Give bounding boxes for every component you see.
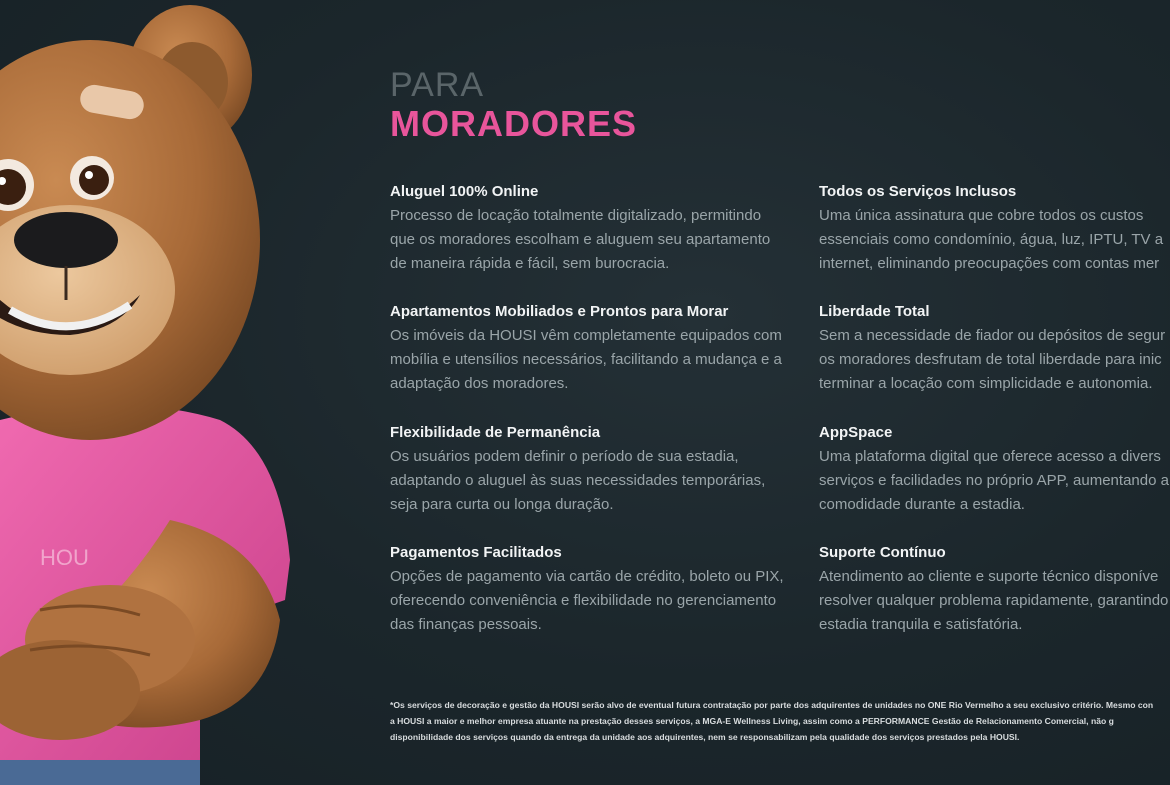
- feature-description: Atendimento ao cliente e suporte técnico disponíve resolver qualquer problema rapidamente, garantindo estadia tranquila e satisfatória.: [819, 568, 1169, 633]
- feature-description: Os usuários podem definir o período de sua estadia, adaptando o aluguel às suas necessidades temporárias, seja para curta ou longa duração.: [390, 448, 766, 513]
- feature-title: Aluguel 100% Online: [390, 183, 539, 200]
- heading-line-para: PARA: [390, 66, 485, 104]
- feature-title: Liberdade Total: [819, 303, 930, 320]
- feature-flexibilidade: [390, 423, 800, 517]
- feature-description: Uma plataforma digital que oferece acesso a divers serviços e facilidades no próprio APP, aumentando a comodidade durante a estadia.: [819, 448, 1169, 513]
- feature-title: Todos os Serviços Inclusos: [819, 183, 1017, 200]
- feature-title: Suporte Contínuo: [819, 544, 946, 561]
- heading-line-moradores: MORADORES: [390, 103, 638, 144]
- feature-title: AppSpace: [819, 424, 893, 441]
- disclaimer: [390, 697, 1170, 745]
- teddy-bear-mascot-icon: [0, 0, 300, 785]
- feature-title: Pagamentos Facilitados: [390, 544, 562, 561]
- feature-liberdade-total: [819, 302, 1170, 396]
- feature-title: Apartamentos Mobiliados e Prontos para Morar: [390, 303, 729, 320]
- feature-apartamentos-mobiliados: [390, 302, 800, 396]
- feature-description: Os imóveis da HOUSI vêm completamente equipados com mobília e utensílios necessários, facilitando a mudança e a adaptação dos moradores.: [390, 327, 782, 392]
- feature-servicos-inclusos: [819, 182, 1170, 276]
- shirt-text: HOU: [40, 545, 89, 570]
- feature-appspace: [819, 423, 1170, 517]
- feature-description: Opções de pagamento via cartão de crédito, boleto ou PIX, oferecendo conveniência e flexibilidade no gerenciamento das finanças pessoais.: [390, 568, 784, 633]
- feature-description: Uma única assinatura que cobre todos os custos essenciais como condomínio, água, luz, IPTU, TV a internet, eliminando preocupações com contas mer: [819, 207, 1164, 272]
- disclaimer-line: *Os serviços de decoração e gestão da HOUSI serão alvo de eventual futura contratação por parte dos adquirentes de unidades no ONE Rio Vermelho a seu exclusivo critério. Mesmo con: [390, 700, 1154, 710]
- section-heading: [390, 66, 637, 144]
- feature-description: Sem a necessidade de fiador ou depósitos de segur os moradores desfrutam de total liberdade para inic terminar a locação com simplicidade e autonomia.: [819, 327, 1166, 392]
- feature-suporte: [819, 543, 1170, 637]
- feature-title: Flexibilidade de Permanência: [390, 424, 601, 441]
- disclaimer-line: a HOUSI a maior e melhor empresa atuante na prestação desses serviços, a MGA-E Wellness Living, assim como a PERFORMANCE Gestão de Relacionamento Comercial, não g: [390, 716, 1114, 726]
- feature-pagamentos: [390, 543, 800, 637]
- feature-description: Processo de locação totalmente digitalizado, permitindo que os moradores escolham e aluguem seu apartamento de maneira rápida e fácil, sem burocracia.: [390, 207, 771, 272]
- feature-aluguel-online: [390, 182, 800, 276]
- disclaimer-line: disponibilidade dos serviços quando da entrega da unidade aos adquirentes, nem se responsabilizam pela qualidade dos serviços prestados pela HOUSI.: [390, 732, 1020, 742]
